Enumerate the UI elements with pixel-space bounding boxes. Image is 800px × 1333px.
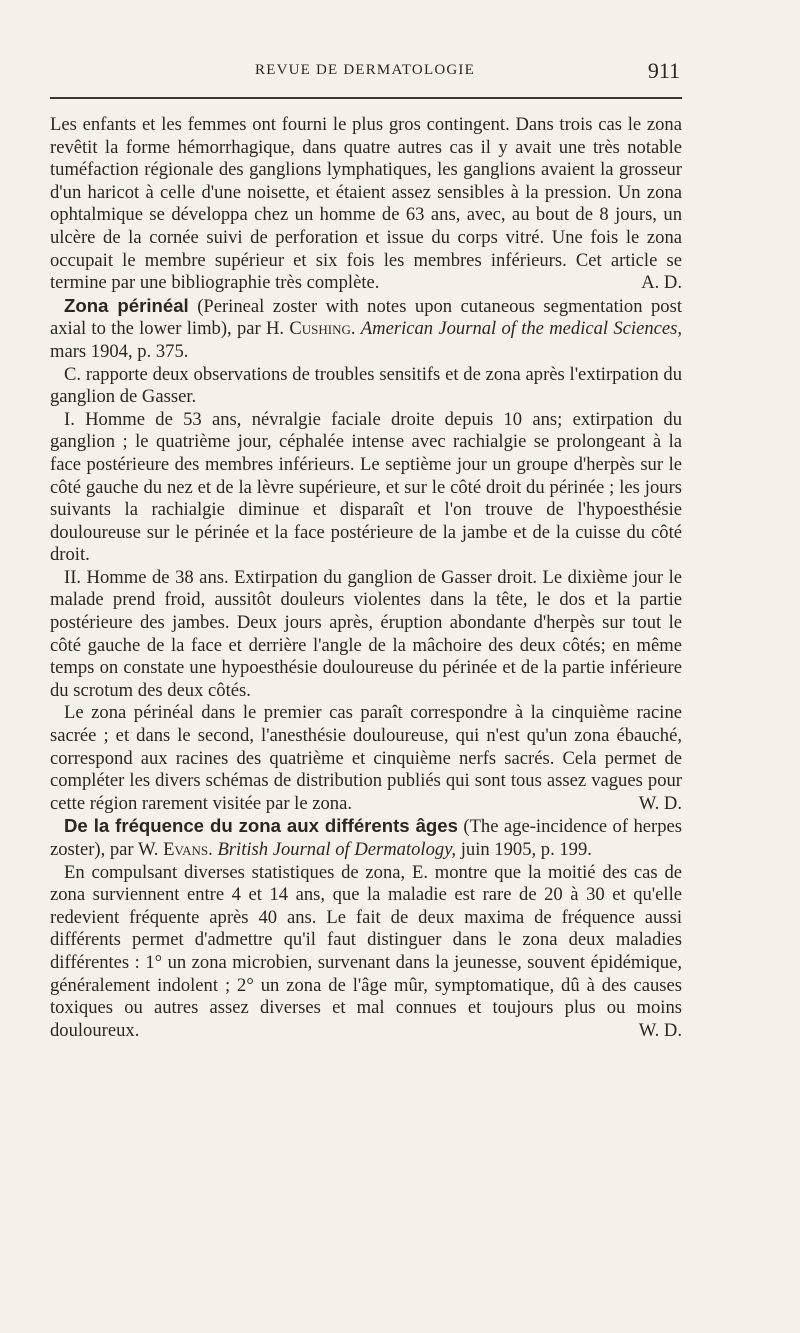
review-2-heading: [50, 295, 682, 364]
review-2-journal: American Journal of the medical Sciences,: [360, 318, 683, 340]
review-2-paragraph-4: [50, 702, 682, 815]
review-3-author: Evans: [163, 839, 209, 860]
review-3-text: En compulsant diverses statistiques de zona, E. montre que la moitié des cas de zona surviennent entre 4 et 14 ans, que la maladie est rare de 20 à 30 et qu'elle redevient fréquente après 40 ans. Le fait de deux maxima de fréquence aussi différents permet d'admettre qu'il faut distinguer dans le zona deux maladies différentes : 1° un zona microbien, survenant dans la jeunesse, souvent épidémique, généralement indolent ; 2° un zona de l'âge mûr, symptomatique, dû à des causes toxiques ou autres assez diverses et mal connues et toujours plus ou moins douloureux.: [50, 861, 682, 1041]
review-2-citation-c: mars 1904, p. 375.: [50, 340, 189, 362]
page-number: 911: [647, 58, 680, 83]
review-2-paragraph-4-text: Le zona périnéal dans le premier cas paraît correspondre à la cinquième racine sacrée ; et dans le second, l'anesthésie douloureuse, qui n'est qu'un zona ébauché, correspond aux racines des quatrième et cinquième nerfs sacrés. Cela permet de compléter les divers schémas de distribution publiés qui sont tous assez vagues pour cette région rarement visitée par le zona.: [50, 702, 682, 814]
running-head: [50, 58, 680, 88]
review-2-citation-a: (Perineal zoster with notes upon cutaneous segmentation post axial to the lower limb), par H.: [50, 295, 682, 340]
review-2-title: Zona périnéal: [64, 294, 189, 316]
review-3-heading: [50, 815, 682, 861]
review-1-paragraph: [50, 114, 682, 295]
review-3-journal: British Journal of Dermatology,: [217, 839, 457, 860]
running-title: REVUE DE DERMATOLOGIE: [255, 62, 475, 78]
review-3-paragraph: [50, 862, 682, 1043]
review-3-citation-c: juin 1905, p. 199.: [456, 839, 592, 860]
review-3-citation-b: .: [208, 839, 218, 860]
header-rule: [50, 97, 682, 99]
review-2-signature: W. D.: [638, 792, 682, 814]
review-2-paragraph-1: C. rapporte deux observations de troubles sensitifs et de zona après l'extirpation du ganglion de Gasser.: [50, 363, 682, 408]
review-2-paragraph-2: I. Homme de 53 ans, névralgie faciale droite depuis 10 ans; extirpation du ganglion ; le quatrième jour, céphalée intense avec rachialgie se prolongeant à la face postérieure des membres inférieurs. Le septième jour un groupe d'herpès sur le côté gauche du nez et de la lèvre supérieure, et sur le côté droit du périnée ; les jours suivants la rachialgie diminue et disparaît et l'on trouve de l'hypoesthésie douloureuse sur le périnée et la face postérieure de la jambe et de la cuisse du côté droit.: [50, 408, 682, 566]
review-2-author: Cushing: [289, 318, 351, 340]
review-1-signature: A. D.: [641, 272, 682, 294]
article-body: [50, 114, 682, 1042]
review-2-citation-b: .: [350, 318, 361, 340]
review-1-text: Les enfants et les femmes ont fourni le plus gros contingent. Dans trois cas le zona revêtit la forme hémorrhagique, dans quatre autres cas il y avait une très notable tuméfaction régionale des ganglions lymphatiques, les ganglions avaient la grosseur d'un haricot à celle d'une noisette, et étaient assez sensibles à la pression. Un zona ophtalmique se développa chez un homme de 63 ans, avec, au bout de 8 jours, un ulcère de la cornée suivi de perforation et issue du corps vitré. Une fois le zona occupait le membre supérieur et six fois les membres inférieurs. Cet article se termine par une bibliographie très complète.: [50, 114, 682, 294]
review-3-citation-a: (The age-incidence of herpes zoster), par W.: [50, 816, 682, 860]
review-3-title: De la fréquence du zona aux différents âges: [64, 815, 458, 837]
review-3-signature: W. D.: [638, 1019, 682, 1041]
review-2-paragraph-3: II. Homme de 38 ans. Extirpation du ganglion de Gasser droit. Le dixième jour le malade prend froid, aussitôt douleurs violentes dans la tête, le dos et la partie postérieure des jambes. Deux jours après, éruption abondante d'herpès sur tout le côté gauche de la face et derrière l'angle de la mâchoire des deux côtés; en même temps on constate une hypoesthésie douloureuse du périnée et de la partie inférieure du scrotum des deux côtés.: [50, 566, 682, 701]
